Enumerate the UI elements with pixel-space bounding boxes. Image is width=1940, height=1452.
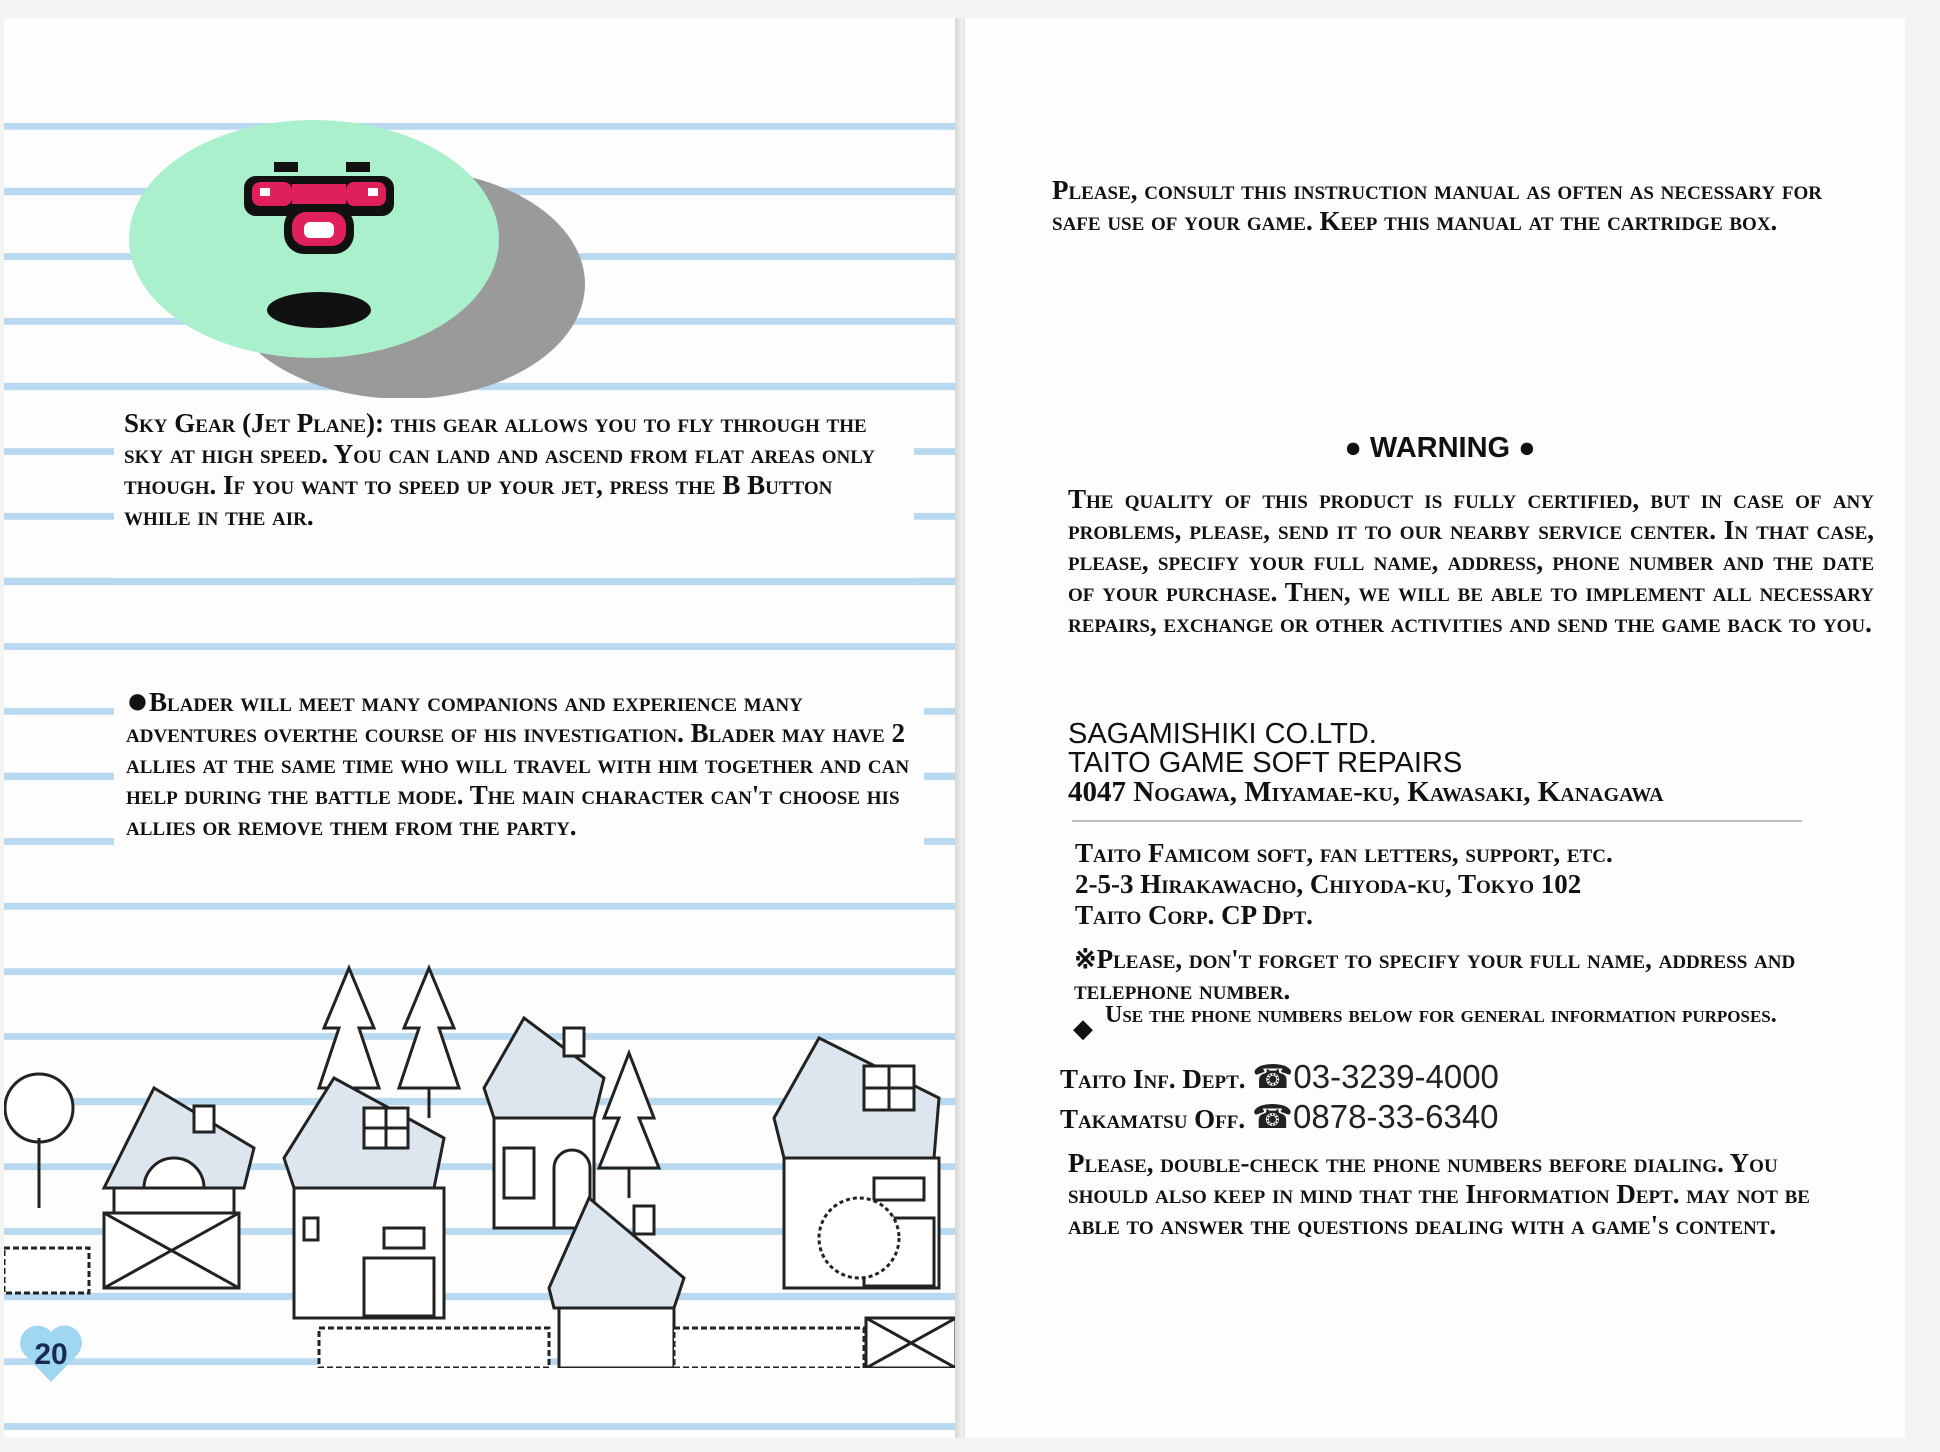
phone-row-1 (1060, 1058, 1800, 1098)
houses-illustration-icon (4, 948, 959, 1368)
address-divider (1072, 820, 1802, 822)
phone1-number: ☎03-3239-4000 (1252, 1058, 1499, 1095)
fan-line-2: 2-5-3 Hirakawacho, Chiyoda-ku, Tokyo 102 (1075, 869, 1582, 899)
repair-address: 4047 Nogawa, Miyamae-ku, Kawasaki, Kanagawa (1068, 776, 1664, 808)
repair-dept: TAITO GAME SOFT REPAIRS (1068, 747, 1463, 779)
double-check-paragraph: Please, double-check the phone numbers before dialing. You should also keep in mind that the Ihformation Dept. may not be able to answer the questions dealing with a game's content. (1068, 1148, 1810, 1240)
repair-company: SAGAMISHIKI CO.LTD. (1068, 718, 1377, 750)
phone2-number: ☎0878-33-6340 (1251, 1098, 1499, 1135)
bullet-icon: ● (126, 680, 149, 722)
diamond-bullet-icon: ◆ (1073, 1013, 1093, 1043)
phone1-label: Taito Inf. Dept. (1060, 1064, 1246, 1094)
shadow-sprite-icon (267, 292, 371, 328)
left-page (4, 18, 959, 1438)
page-number: 20 (34, 1338, 68, 1371)
repair-address-block (1068, 720, 1868, 807)
note-please: ※Please, don't forget to specify your full name, address and telephone number. (1074, 944, 1796, 1005)
blader-paragraph (126, 680, 916, 842)
jet-plane-sprite-icon (234, 148, 404, 338)
phone-row-2 (1060, 1098, 1800, 1138)
fan-address-block (1075, 838, 1815, 931)
sky-gear-paragraph: Sky Gear (Jet Plane): this gear allows you to fly through the sky at high speed. You can land and ascend from flat areas only though. If you want to speed up your jet, press the B Button while in the air. (124, 408, 875, 531)
phone-list (1060, 1058, 1800, 1138)
consult-paragraph: Please, consult this instruction manual as often as necessary for safe use of your game. Keep this manual at the cartridge box. (1052, 175, 1822, 236)
warning-paragraph: The quality of this product is fully certified, but in case of any problems, please, send it to our nearby service center. In that case, please, specify your full name, address, phone number and the date of your purchase. Then, we will be able to implement all necessary repairs, exchange or other activities and send the game back to you. (1068, 484, 1874, 638)
fan-line-1: Taito Famicom soft, fan letters, support, etc. (1075, 838, 1613, 868)
fan-line-3: Taito Corp. CP Dpt. (1075, 900, 1313, 930)
note-phone: Use the phone numbers below for general information purposes. (1105, 1002, 1777, 1028)
phone2-label: Takamatsu Off. (1060, 1104, 1246, 1134)
blader-text: Blader will meet many companions and experience many adventures overthe course of his investigation. Blader may have 2 allies at the same time who will travel with him together and can help during the battle mode. The main character can't choose his allies or remove them from the party. (126, 687, 910, 841)
warning-heading: ● WARNING ● (1344, 432, 1536, 464)
